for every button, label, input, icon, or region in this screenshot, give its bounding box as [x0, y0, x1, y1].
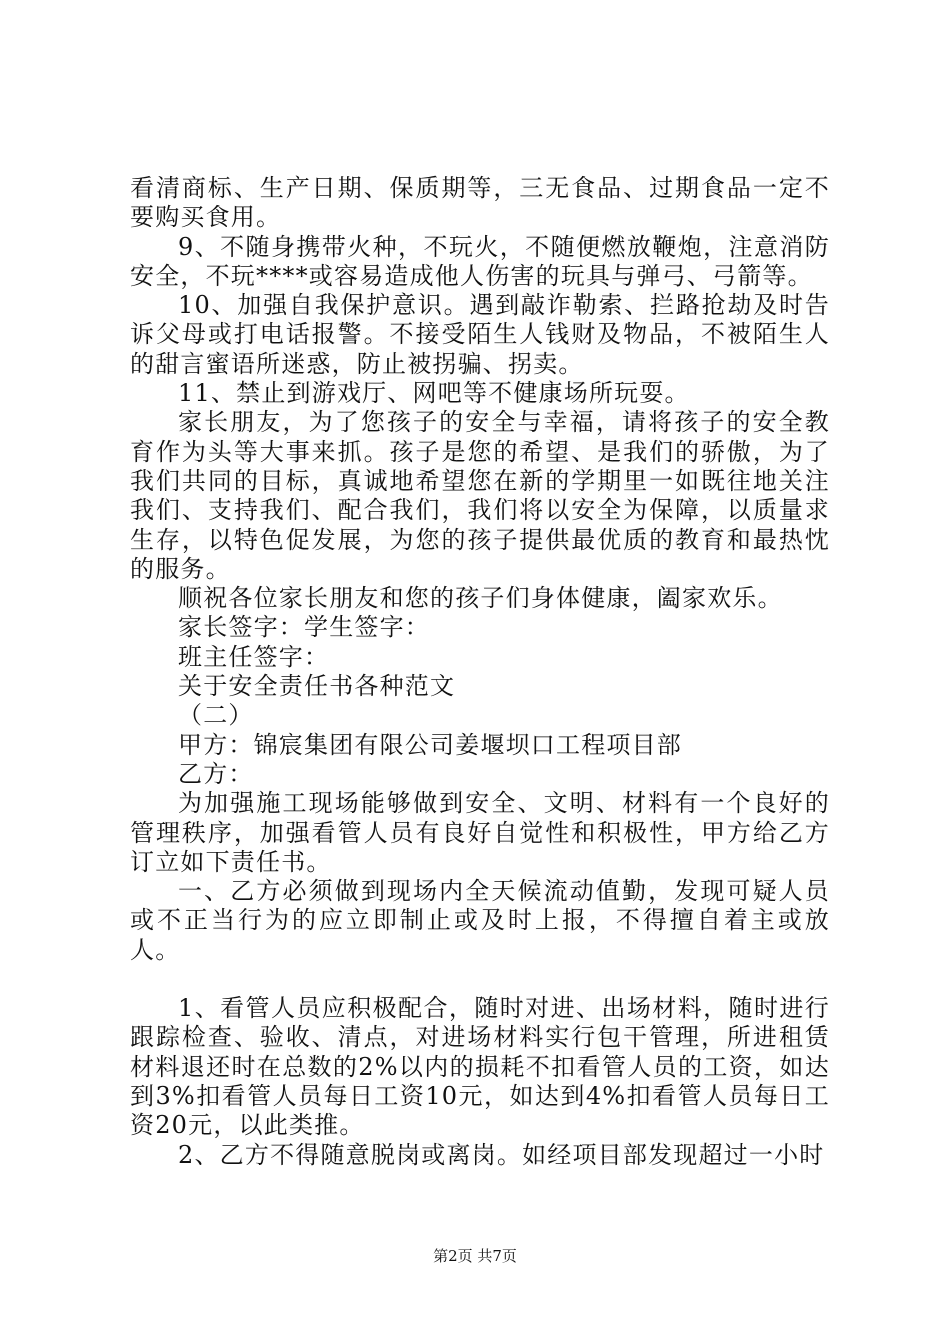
paragraph-parents-message: 家长朋友，为了您孩子的安全与幸福，请将孩子的安全教育作为头等大事来抓。孩子是您的希望、是我们的骄傲，为了我们共同的目标，真诚地希望您在新的学期里一如既往地关注我们、支持我们、配合我们，我们将以安全为保障，以质量求生存，以特色促发展，为您的孩子提供最优质的教育和最热忱的服务。 — [130, 408, 830, 583]
page-number-label: 第2页 共7页 — [433, 1247, 517, 1265]
document-body — [130, 174, 830, 1170]
party-b-line: 乙方： — [178, 759, 254, 788]
signature-line-parent-student: 家长签字：学生签字： — [178, 613, 430, 642]
paragraph-subclause-2: 2、乙方不得随意脱岗或离岗。如经项目部发现超过一小时 — [178, 1140, 825, 1169]
section-number: （二） — [178, 701, 254, 730]
paragraph-item-10: 10、加强自我保护意识。遇到敲诈勒索、拦路抢劫及时告诉父母或打电话报警。不接受陌生人钱财及物品，不被陌生人的甜言蜜语所迷惑，防止被拐骗、拐卖。 — [130, 291, 830, 378]
paragraph-item-9: 9、不随身携带火种，不玩火，不随便燃放鞭炮，注意消防安全，不玩****或容易造成他人伤害的玩具与弹弓、弓箭等。 — [130, 232, 830, 290]
paragraph-subclause-1: 1、看管人员应积极配合，随时对进、出场材料，随时进行跟踪检查、验收、清点，对进场材料实行包干管理，所进租赁材料退还时在总数的2%以内的损耗不扣看管人员的工资，如达到3%扣看管人员每日工资10元，如达到4%扣看管人员每日工资20元，以此类推。 — [130, 994, 830, 1140]
paragraph-best-wishes: 顺祝各位家长朋友和您的孩子们身体健康，阖家欢乐。 — [178, 584, 783, 613]
paragraph-gap — [130, 965, 830, 994]
paragraph-purpose: 为加强施工现场能够做到安全、文明、材料有一个良好的管理秩序，加强看管人员有良好自觉性和积极性，甲方给乙方订立如下责任书。 — [130, 789, 830, 876]
paragraph-item-11: 11、禁止到游戏厅、网吧等不健康场所玩耍。 — [178, 379, 690, 408]
paragraph-clause-1: 一、乙方必须做到现场内全天候流动值勤，发现可疑人员或不正当行为的应立即制止或及时上报，不得擅自着主或放人。 — [130, 877, 830, 964]
paragraph-food-safety-tail: 看清商标、生产日期、保质期等，三无食品、过期食品一定不要购买食用。 — [130, 174, 830, 232]
section-title: 关于安全责任书各种范文 — [178, 672, 456, 701]
signature-line-teacher: 班主任签字： — [178, 642, 330, 671]
party-a-line: 甲方：锦宸集团有限公司姜堰坝口工程项目部 — [178, 730, 682, 759]
page-footer — [0, 1246, 950, 1266]
